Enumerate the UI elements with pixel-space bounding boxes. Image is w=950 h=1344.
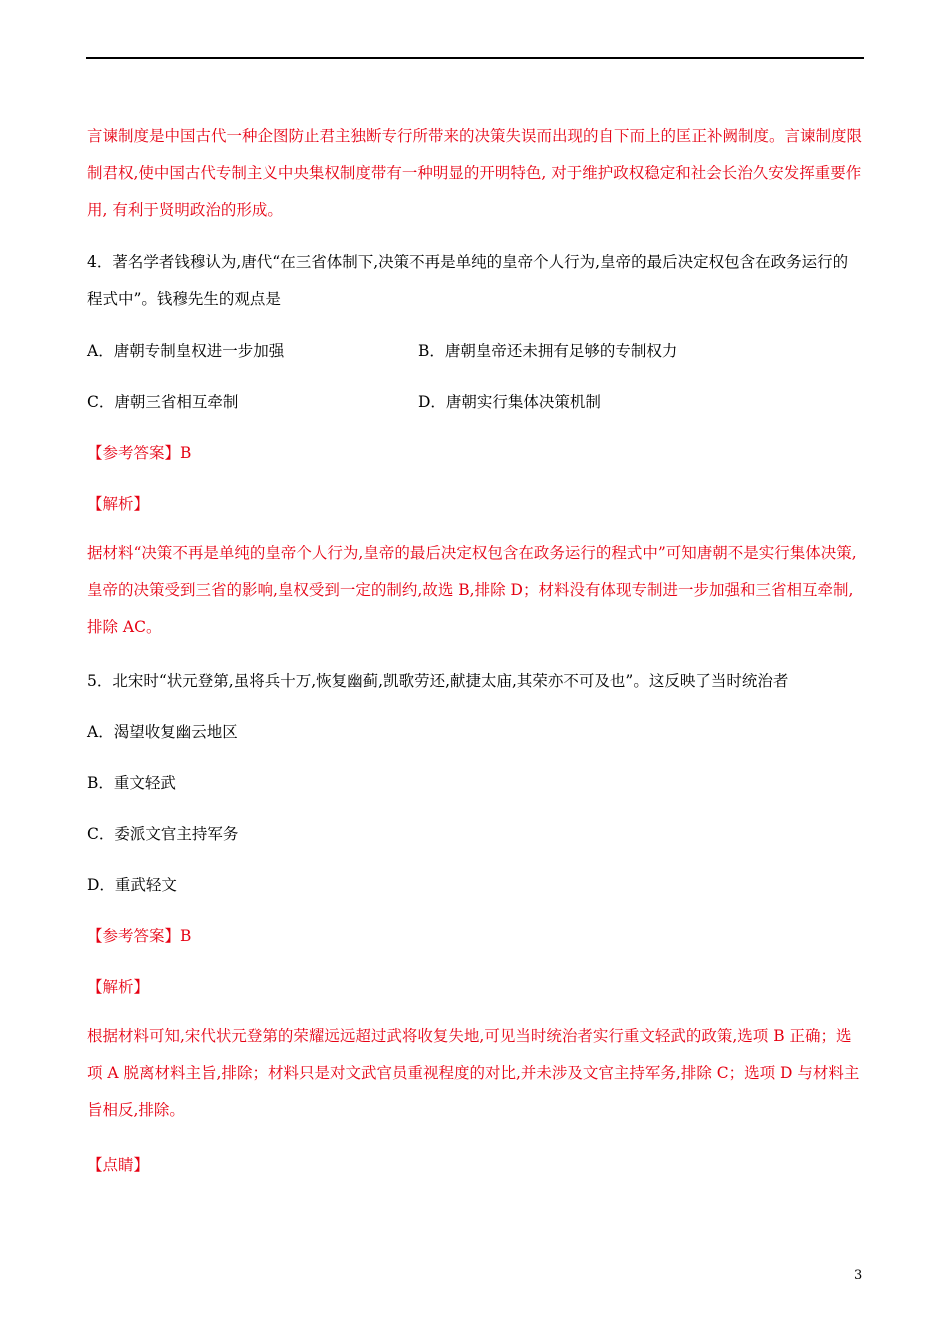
question-5-stem: 5．北宋时“状元登第,虽将兵十万,恢复幽蓟,凯歌劳还,献捷太庙,其荣亦不可及也”。这反映了当时统治者 (87, 672, 789, 690)
question-4-analysis-label: 【解析】 (87, 495, 150, 513)
question-4-option-b: B．唐朝皇帝还未拥有足够的专制权力 (418, 342, 678, 360)
question-4-option-d: D．唐朝实行集体决策机制 (418, 393, 601, 411)
question-5-option-a: A．渴望收复幽云地区 (87, 723, 238, 741)
question-5-analysis-label: 【解析】 (87, 978, 150, 996)
header-rule (86, 57, 864, 59)
question-4-analysis: 据材料“决策不再是单纯的皇帝个人行为,皇帝的最后决定权包含在政务运行的程式中”可知唐朝不是实行集体决策,皇帝的决策受到三省的影响,皇权受到一定的制约,故选 B,排除 D；材料没有体现专制进一步加强和三省相互牵制,排除 AC。 (87, 544, 857, 636)
question-5-option-b: B．重文轻武 (87, 774, 176, 792)
question-5-option-c: C．委派文官主持军务 (87, 825, 239, 843)
question-5-answer: 【参考答案】B (87, 927, 192, 945)
question-4-stem: 4．著名学者钱穆认为,唐代“在三省体制下,决策不再是单纯的皇帝个人行为,皇帝的最后决定权包含在政务运行的程式中”。钱穆先生的观点是 (87, 253, 849, 308)
question-4-option-a: A．唐朝专制皇权进一步加强 (87, 342, 285, 360)
question-4-option-c: C．唐朝三省相互牵制 (87, 393, 239, 411)
question-4-answer: 【参考答案】B (87, 444, 192, 462)
page-number: 3 (854, 1268, 863, 1283)
question-5-analysis: 根据材料可知,宋代状元登第的荣耀远远超过武将收复失地,可见当时统治者实行重文轻武的政策,选项 B 正确；选项 A 脱离材料主旨,排除；材料只是对文武官员重视程度的对比,并未涉及文官主持军务,排除 C；选项 D 与材料主旨相反,排除。 (87, 1027, 860, 1119)
intro-explanation: 言谏制度是中国古代一种企图防止君主独断专行所带来的决策失误而出现的自下而上的匡正补阙制度。言谏制度限制君权,使中国古代专制主义中央集权制度带有一种明显的开明特色, 对于维护政权稳定和社会长治久安发挥重要作用, 有利于贤明政治的形成。 (87, 127, 863, 219)
question-5-option-d: D．重武轻文 (87, 876, 177, 894)
question-5-comment-label: 【点睛】 (87, 1156, 150, 1174)
